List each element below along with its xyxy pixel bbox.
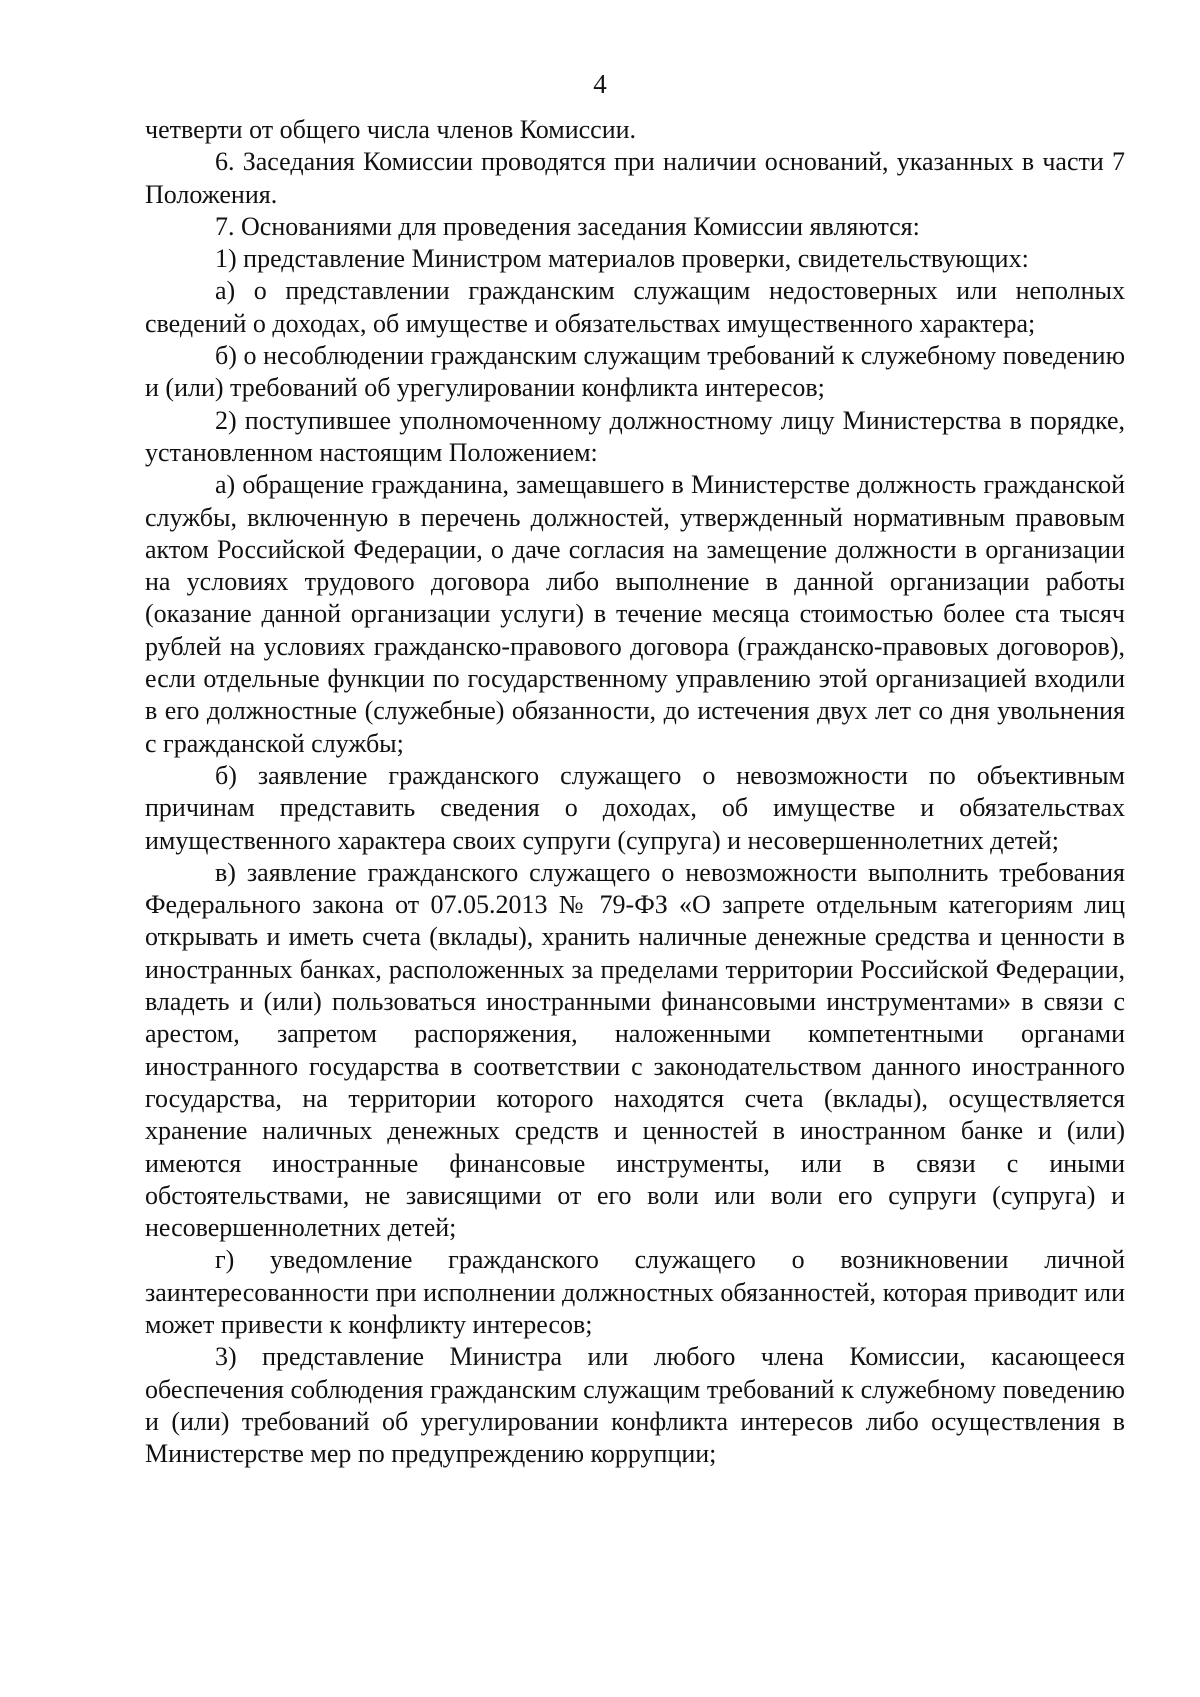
paragraph: б) заявление гражданского служащего о невозможности по объективным причинам представить сведения о доходах, об имуществе и обязательствах имущественного характера своих супруги (супруга) и несовершеннолетних детей; [145, 760, 1125, 855]
paragraph: г) уведомление гражданского служащего о возникновении личной заинтересованности при исполнении должностных обязанностей, которая приводит или может привести к конфликту интересов; [145, 1245, 1125, 1339]
paragraph: 2) поступившее уполномоченному должностному лицу Министерства в порядке, установленном настоящим Положением: [145, 405, 1125, 467]
document-body [145, 114, 1125, 1470]
paragraph: 7. Основаниями для проведения заседания Комиссии являются: [215, 211, 920, 241]
paragraph: 1) представление Министром материалов проверки, свидетельствующих: [215, 244, 1029, 274]
paragraph: 3) представление Министра или любого члена Комиссии, касающееся обеспечения соблюдения гражданским служащим требований к служебному поведению и (или) требований об урегулировании конфликта интересов либо осуществления в Министерстве мер по предупреждению коррупции; [145, 1342, 1125, 1469]
paragraph: 6. Заседания Комиссии проводятся при наличии оснований, указанных в части 7 Положения. [145, 147, 1125, 209]
paragraph: в) заявление гражданского служащего о невозможности выполнить требования Федерального закона от 07.05.2013 № 79-ФЗ «О запрете отдельным категориям лиц открывать и иметь счета (вклады), хранить наличные денежные средства и ценности в иностранных банках, расположенных за пределами территории Российской Федерации, владеть и (или) пользоваться иностранными финансовыми инструментами» в связи с арестом, запретом распоряжения, наложенными компетентными органами иностранного государства в соответствии с законодательством данного иностранного государства, на территории которого находятся счета (вклады), осуществляется хранение наличных денежных средств и ценностей в иностранном банке и (или) имеются иностранные финансовые инструменты, или в связи с иными обстоятельствами, не зависящими от его воли или воли его супруги (супруга) и несовершеннолетних детей; [145, 857, 1125, 1243]
paragraph: четверти от общего числа членов Комиссии. [145, 115, 637, 144]
paragraph: а) обращение гражданина, замещавшего в Министерстве должность гражданской службы, включенную в перечень должностей, утвержденный нормативным правовым актом Российской Федерации, о даче согласия на замещение должности в организации на условиях трудового договора либо выполнение в данной организации работы (оказание данной организации услуги) в течение месяца стоимостью более ста тысяч рублей на условиях гражданско-правового договора (гражданско-правовых договоров), если отдельные функции по государственному управлению этой организацией входили в его должностные (служебные) обязанности, до истечения двух лет со дня увольнения с гражданской службы; [145, 470, 1125, 758]
paragraph: б) о несоблюдении гражданским служащим требований к служебному поведению и (или) требований об урегулировании конфликта интересов; [145, 341, 1125, 403]
paragraph: а) о представлении гражданским служащим недостоверных или неполных сведений о доходах, об имуществе и обязательствах имущественного характера; [145, 276, 1125, 338]
page-number: 4 [593, 69, 607, 99]
